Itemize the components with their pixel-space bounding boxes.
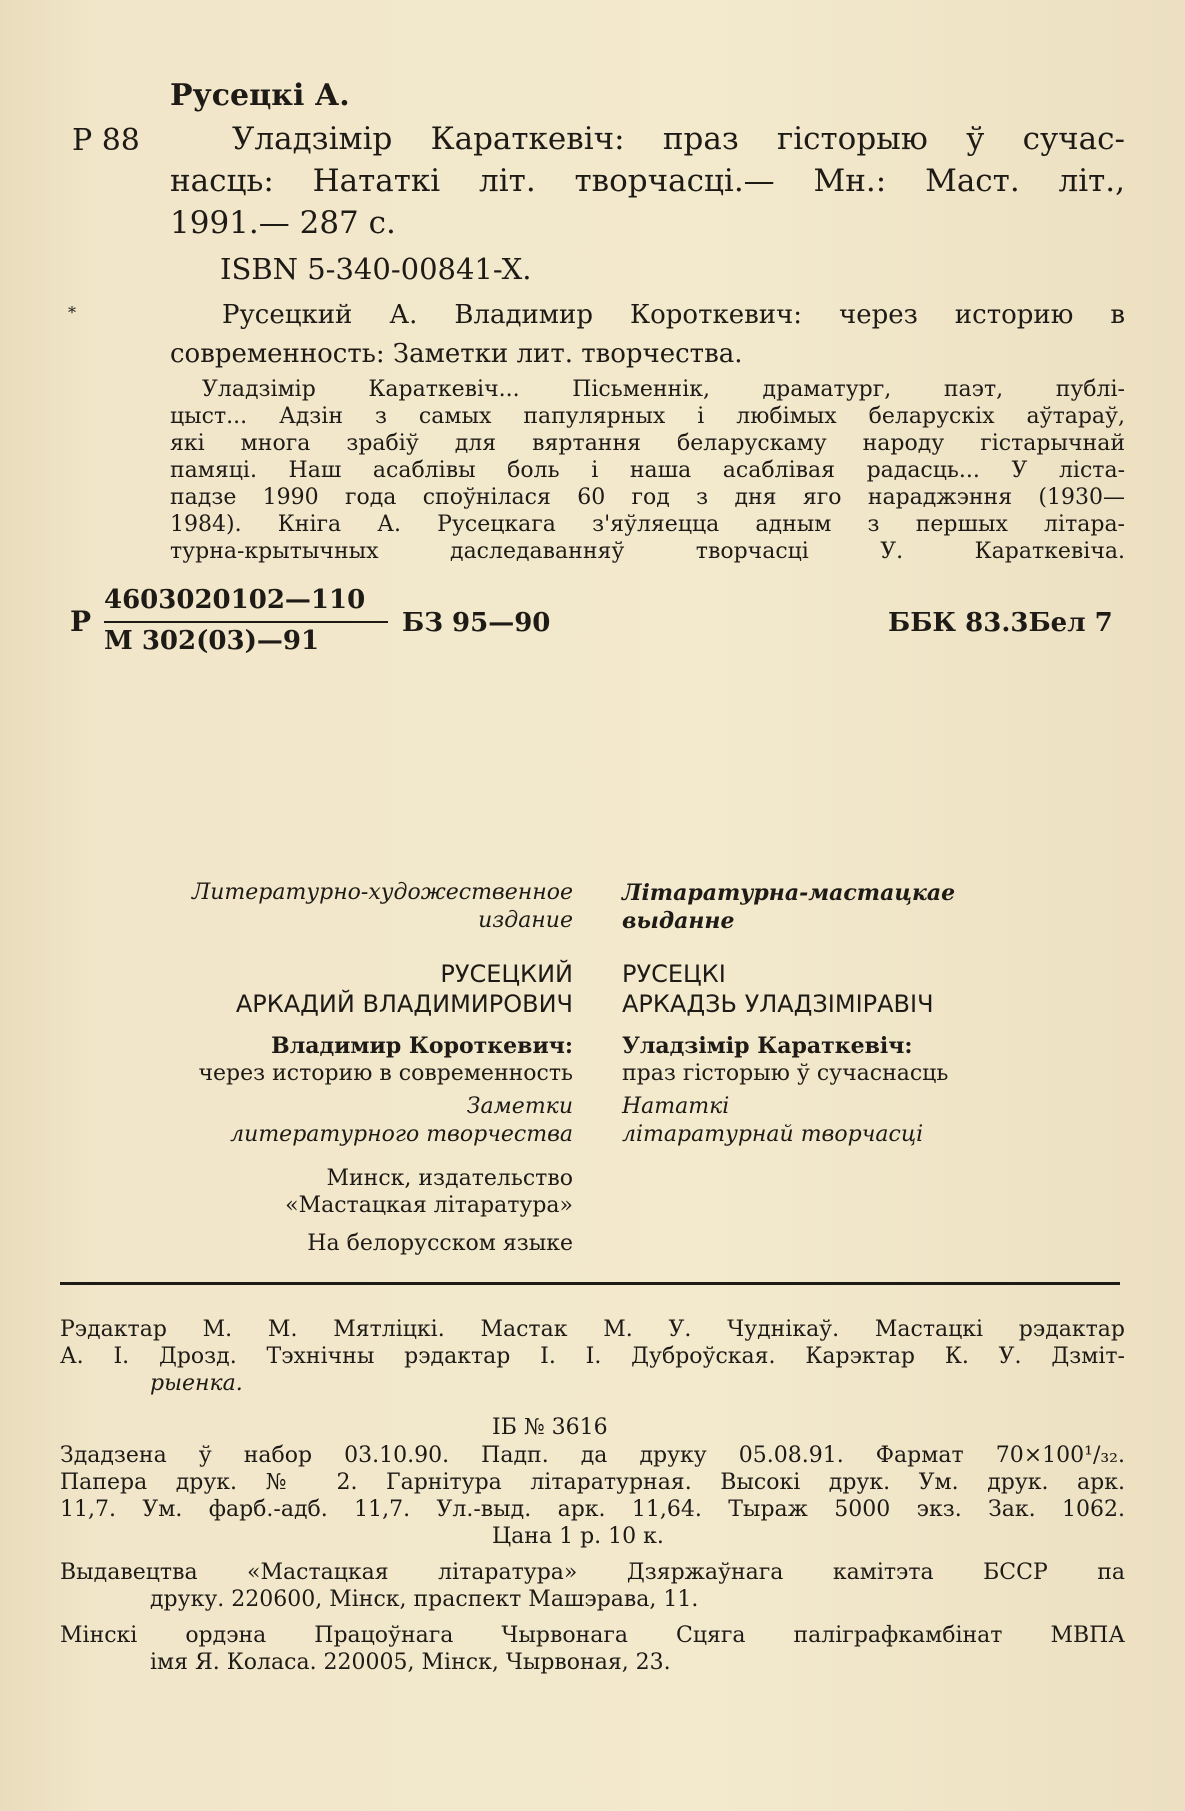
title-line-1: Уладзімір Караткевіч: праз гісторыю ў сучас- xyxy=(232,121,1125,157)
code-denominator: М 302(03)—91 xyxy=(104,626,320,656)
ru-publisher-2: «Мастацкая літаратура» xyxy=(285,1193,573,1218)
ru-title-line-1: Русецкий А. Владимир Короткевич: через историю в xyxy=(222,300,1125,330)
bz-code: БЗ 95—90 xyxy=(402,608,551,638)
print-details-1: Здадзена ў набор 03.10.90. Падп. да друку 05.08.91. Фармат 70×100¹/₃₂. xyxy=(60,1443,1125,1468)
publisher-line-1: Выдавецтва «Мастацкая літаратура» Дзяржаўнага камітэта БССР па xyxy=(60,1560,1125,1585)
annotation-line: падзе 1990 года споўнілася 60 год з дня яго нараджэння (1930— xyxy=(170,485,1125,510)
class-code: Р 88 xyxy=(72,123,140,158)
by-author-surname: РУСЕЦКІ xyxy=(622,960,726,988)
ru-subtitle-2: литературного творчества xyxy=(230,1122,573,1147)
by-book-title-2: праз гісторыю ў сучаснасць xyxy=(622,1061,949,1086)
print-details-2: Папера друк. № 2. Гарнітура літаратурная. Высокі друк. Ум. друк. арк. xyxy=(60,1470,1125,1495)
ru-subtitle-1: Заметки xyxy=(466,1094,573,1119)
by-edition-type-1: Літаратурна-мастацкае xyxy=(622,880,956,906)
ru-edition-type-1: Литературно-художественное xyxy=(191,880,573,905)
credits-line-1: Рэдактар М. М. Мятліцкі. Мастак М. У. Чуднікаў. Мастацкі рэдактар xyxy=(60,1317,1125,1342)
title-line-3: 1991.— 287 с. xyxy=(170,205,396,241)
by-author-name: АРКАДЗЬ УЛАДЗІМІРАВІЧ xyxy=(622,990,934,1018)
annotation-line: памяці. Наш асаблівы боль і наша асаблівая радасць... У ліста- xyxy=(170,458,1125,483)
code-letter: Р xyxy=(70,605,92,638)
ru-language: На белорусском языке xyxy=(307,1231,573,1256)
by-subtitle-2: літаратурнай творчасці xyxy=(622,1122,924,1147)
code-numerator: 4603020102—110 xyxy=(104,585,366,615)
printer-line-1: Мінскі ордэна Працоўнага Чырвонага Сцяга паліграфкамбінат МВПА xyxy=(60,1623,1125,1648)
annotation-line: Уладзімір Караткевіч... Пісьменнік, драматург, паэт, публі- xyxy=(202,377,1125,402)
annotation-line: цыст... Адзін з самых папулярных і любімых беларускіх аўтараў, xyxy=(170,404,1125,429)
by-book-title-1: Уладзімір Караткевіч: xyxy=(622,1033,913,1059)
annotation-line: які многа зрабіў для вяртання беларускаму народу гістарычнай xyxy=(170,431,1125,456)
bbk-code: ББК 83.3Бел 7 xyxy=(888,608,1113,638)
ib-number: ІБ № 3616 xyxy=(492,1415,608,1440)
credits-line-2: А. І. Дрозд. Тэхнічны рэдактар І. І. Дуброўская. Карэктар К. У. Дзміт- xyxy=(60,1344,1125,1369)
divider-rule xyxy=(60,1282,1120,1285)
print-details-3: 11,7. Ум. фарб.-адб. 11,7. Ул.-выд. арк. 11,64. Тыраж 5000 экз. Зак. 1062. xyxy=(60,1497,1125,1522)
credits-line-3: рыенка. xyxy=(150,1371,243,1396)
annotation-line: турна-крытычных даследаванняў творчасці У. Караткевіча. xyxy=(170,539,1125,564)
price: Цана 1 р. 10 к. xyxy=(492,1524,664,1549)
by-subtitle-1: Нататкі xyxy=(622,1094,730,1119)
author-heading: Русецкі А. xyxy=(170,78,350,113)
publisher-line-2: друку. 220600, Мінск, праспект Машэрава, 11. xyxy=(150,1587,699,1612)
fraction-bar xyxy=(104,621,388,623)
title-line-2: насць: Нататкі літ. творчасці.— Мн.: Маст. літ., xyxy=(170,163,1125,199)
isbn: ISBN 5-340-00841-X. xyxy=(220,252,532,286)
ru-book-title-1: Владимир Короткевич: xyxy=(271,1033,573,1059)
by-edition-type-2: выданне xyxy=(622,908,735,934)
ru-author-name: АРКАДИЙ ВЛАДИМИРОВИЧ xyxy=(235,990,573,1018)
ru-edition-type-2: издание xyxy=(478,908,573,933)
ru-publisher-1: Минск, издательство xyxy=(326,1166,573,1191)
star-mark: * xyxy=(68,303,76,322)
ru-book-title-2: через историю в современность xyxy=(198,1061,573,1086)
printer-line-2: імя Я. Коласа. 220005, Мінск, Чырвоная, 23. xyxy=(150,1650,671,1675)
ru-author-surname: РУСЕЦКИЙ xyxy=(440,960,573,988)
ru-title-line-2: современность: Заметки лит. творчества. xyxy=(170,339,743,369)
annotation-line: 1984). Кніга А. Русецкага з'яўляецца адным з першых літара- xyxy=(170,512,1125,537)
